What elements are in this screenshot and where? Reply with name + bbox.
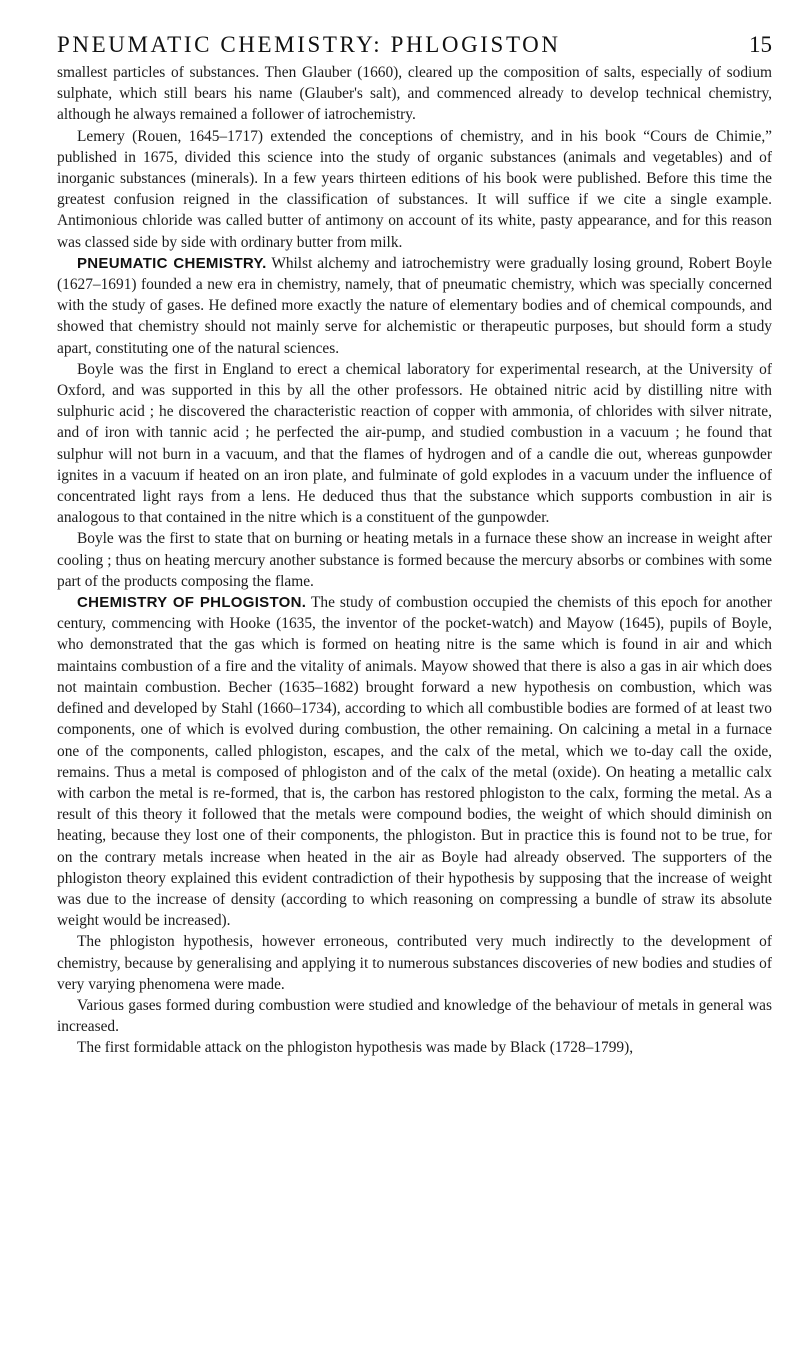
book-page — [57, 32, 772, 1059]
paragraph — [57, 1037, 772, 1058]
paragraph-text: Whilst alchemy and iatrochemistry were gradually losing ground, Robert Boyle (1627–1691) founded a new era in chemistry, namely, that of pneumatic chemistry, which was specially concerned with the study of gases. He defined more exactly the nature of elementary bodies and of chemical compounds, and showed that chemistry should not mainly serve for alchemistic or therapeutic purposes, but should form a study apart, constituting one of the natural sciences. — [57, 254, 772, 357]
page-number: 15 — [749, 32, 772, 57]
paragraph — [57, 62, 772, 126]
paragraph-text: Various gases formed during combustion were studied and knowledge of the behaviour of metals in general was increased. — [57, 996, 772, 1036]
running-head — [57, 32, 772, 58]
paragraph-text: smallest particles of substances. Then Glauber (1660), cleared up the composition of salts, especially of sodium sulphate, which still bears his name (Glauber's salt), and commenced already to develop technical chemistry, although he always remained a follower of iatrochemistry. — [57, 64, 772, 124]
section-heading-pneumatic-chemistry: PNEUMATIC CHEMISTRY. — [77, 254, 267, 272]
paragraph — [57, 126, 772, 253]
paragraph — [57, 995, 772, 1037]
body-text — [57, 62, 772, 1059]
paragraph — [57, 359, 772, 529]
paragraph-text: The study of combustion occupied the chemists of this epoch for another century, commencing with Hooke (1635, the inventor of the pocket-watch) and Mayow (1645), pupils of Boyle, who demonstrated that the gas which is formed on heating nitre is the same which is found in air and which maintains combustion of a fire and the vitality of animals. Mayow showed that there is also a gas in air which does not maintain combustion. Becher (1635–1682) brought forward a new hypothesis on combustion, which was defined and developed by Stahl (1660–1734), according to which all combustible bodies are formed of at least two components, one of which is evolved during combustion, the other remaining. On calcining a metal in a furnace one of the components, called phlogiston, escapes, and the calx of the metal, which we to-day call the oxide, remains. Thus a metal is composed of phlogiston and of the calx of the metal (oxide). On heating a metallic calx with carbon the metal is re-formed, that is, the carbon has restored phlogiston to the calx, forming the metal. As a result of this theory it followed that the metals were compound bodies, the weight of which should diminish on heating, because they lost one of their components, the phlogiston. But in practice this is found not to be true, for on the contrary metals increase when heated in the air as Boyle had already observed. The supporters of the phlogiston theory explained this evident contradiction of their hypothesis by supposing that the increase of weight was due to the increase of density (according to which reasoning on compressing a bundle of straw its absolute weight would be increased). — [57, 594, 772, 930]
paragraph-text: Boyle was the first to state that on burning or heating metals in a furnace these show an increase in weight after cooling ; thus on heating mercury another substance is formed because the mercury absorbs or combines with some part of the products composing the flame. — [57, 530, 772, 590]
running-head-title: PNEUMATIC CHEMISTRY: PHLOGISTON — [57, 32, 561, 57]
paragraph-text: Boyle was the first in England to erect a chemical laboratory for experimental research, at the University of Oxford, and was supported in this by all the other professors. He obtained nitric acid by distilling nitre with sulphuric acid ; he discovered the characteristic reaction of copper with ammonia, of chlorides with silver nitrate, and of iron with tannic acid ; he perfected the air-pump, and studied combustion in a vacuum ; he found that sulphur will not burn in a vacuum, and that the flames of hydrogen and of a candle die out, whereas gunpowder ignites in a vacuum if heated on an iron plate, and fulminate of gold explodes in a vacuum under the influence of concentrated light rays from a lens. He deduced thus that the substance which supports combustion in air is analogous to that contained in the nitre which is a constituent of the gunpowder. — [57, 360, 772, 527]
paragraph — [57, 253, 772, 359]
paragraph — [57, 931, 772, 995]
paragraph — [57, 592, 772, 931]
paragraph — [57, 528, 772, 592]
paragraph-text: The first formidable attack on the phlogiston hypothesis was made by Black (1728–1799), — [77, 1039, 634, 1057]
paragraph-text: The phlogiston hypothesis, however erroneous, contributed very much indirectly to the development of chemistry, because by generalising and applying it to numerous substances discoveries of new bodies and studies of very varying phenomena were made. — [57, 933, 772, 993]
paragraph-text: Lemery (Rouen, 1645–1717) extended the conceptions of chemistry, and in his book “Cours de Chimie,” published in 1675, divided this science into the study of organic substances (animals and vegetables) and of inorganic substances (minerals). In a few years thirteen editions of his book were published. Before this time the greatest confusion reigned in the classification of substances. It will suffice if we cite a single example. Antimonious chloride was called butter of antimony on account of its white, pasty appearance, and for this reason was classed side by side with ordinary butter from milk. — [57, 127, 772, 251]
section-heading-chemistry-of-phlogiston: CHEMISTRY OF PHLOGISTON. — [77, 594, 307, 612]
